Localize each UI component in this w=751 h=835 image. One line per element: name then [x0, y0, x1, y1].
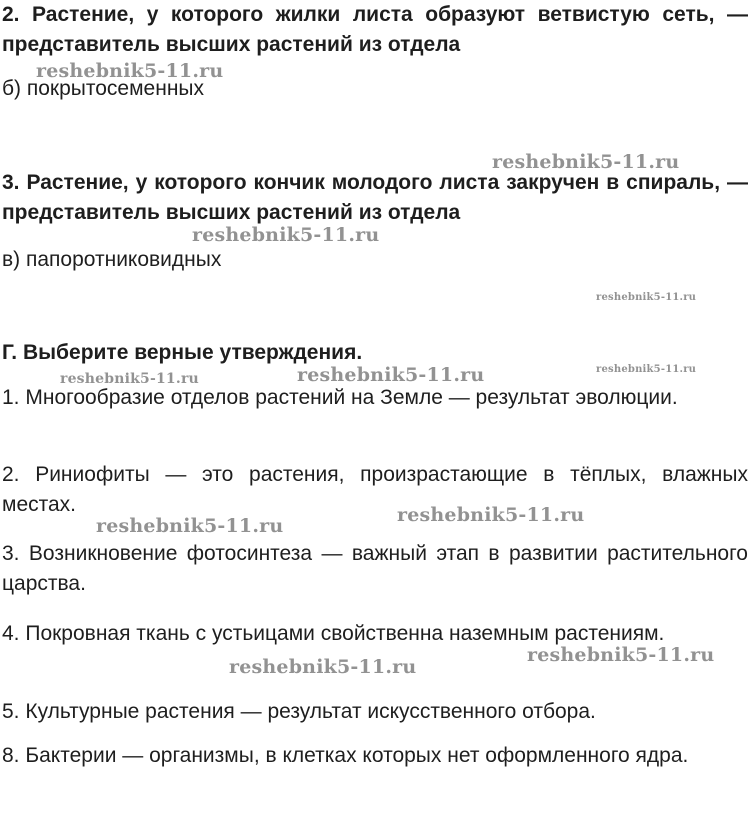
statement-4: 4. Покровная ткань с устьицами свойственна наземным растениям. — [2, 622, 665, 645]
statement-8: 8. Бактерии — организмы, в клетках которых нет оформленного ядра. — [2, 744, 689, 767]
question-2-title: 2. Растение, у которого жилки листа образуют ветвистую сеть, — представитель высших растений из отдела — [2, 3, 748, 56]
watermark: reshebnik5-11.ru — [36, 60, 224, 82]
statement-5: 5. Культурные растения — результат искусственного отбора. — [2, 700, 596, 723]
watermark: reshebnik5-11.ru — [596, 364, 697, 375]
watermark: reshebnik5-11.ru — [60, 371, 199, 387]
question-2-answer: б) покрытосеменных — [2, 77, 205, 100]
watermark: reshebnik5-11.ru — [297, 364, 485, 386]
watermark: reshebnik5-11.ru — [192, 224, 380, 246]
watermark: reshebnik5-11.ru — [596, 292, 697, 303]
statement-3: 3. Возникновение фотосинтеза — важный этап в развитии растительного царства. — [2, 542, 748, 595]
section-g-title: Г. Выберите верные утверждения. — [2, 341, 363, 364]
watermark: reshebnik5-11.ru — [492, 151, 680, 173]
statement-2: 2. Риниофиты — это растения, произрастающие в тёплых, влажных местах. — [2, 463, 748, 516]
question-3-title: 3. Растение, у которого кончик молодого листа закручен в спираль, — представитель высших растений из отдела — [2, 171, 748, 224]
watermark: reshebnik5-11.ru — [527, 644, 715, 666]
watermark: reshebnik5-11.ru — [397, 504, 585, 526]
statement-1: 1. Многообразие отделов растений на Земле — результат эволюции. — [2, 386, 678, 409]
watermark: reshebnik5-11.ru — [96, 515, 284, 537]
watermark: reshebnik5-11.ru — [229, 656, 417, 678]
question-3-answer: в) папоротниковидных — [2, 248, 222, 271]
